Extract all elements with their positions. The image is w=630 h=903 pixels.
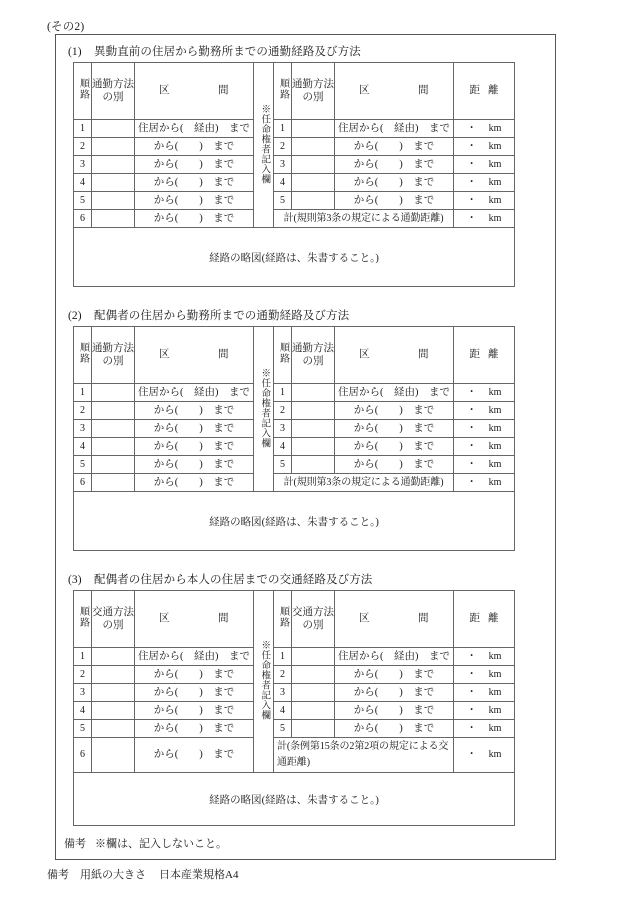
- segment-label: から( ) まで: [353, 687, 435, 698]
- header-note-column: [254, 327, 274, 492]
- row-order-left: 5: [74, 456, 92, 474]
- table-row: [74, 702, 515, 720]
- row-order-right: 3: [274, 684, 292, 702]
- distance-unit: km: [488, 123, 502, 134]
- segment-label: から( ) まで: [353, 441, 435, 452]
- row-segment-left: [135, 120, 254, 138]
- row-order-left: 3: [74, 420, 92, 438]
- row-segment-left: [135, 456, 254, 474]
- header-distance-kyo: 距: [469, 349, 480, 361]
- segment-label: から( ) まで: [353, 141, 435, 152]
- distance-dot: ・: [466, 213, 477, 224]
- header-segment-left: [135, 63, 254, 120]
- row-method-right-input[interactable]: [292, 156, 335, 174]
- row-order-right: 5: [274, 720, 292, 738]
- distance-unit: km: [488, 195, 502, 206]
- header-distance-ri: 離: [488, 85, 499, 97]
- header-distance-kyo: 距: [469, 85, 480, 97]
- table-row: [74, 720, 515, 738]
- distance-unit: km: [488, 213, 502, 224]
- distance-cell: [454, 738, 515, 773]
- total-distance-label: 計(規則第3条の規定による通勤距離): [274, 474, 454, 492]
- segment-label: から( ) まで: [153, 213, 235, 224]
- table-row: [74, 738, 515, 773]
- distance-unit: km: [488, 477, 502, 488]
- table-header-row: [74, 327, 515, 384]
- row-order-right: 4: [274, 702, 292, 720]
- header-method-left: 交通方法の別: [92, 591, 135, 648]
- header-method-right: 通勤方法の別: [292, 327, 335, 384]
- segment-label: から( ) まで: [153, 441, 235, 452]
- sketch-row: [74, 773, 515, 826]
- distance-dot: ・: [466, 123, 477, 134]
- distance-dot: ・: [466, 423, 477, 434]
- segment-label: から( ) まで: [153, 195, 235, 206]
- distance-cell: [454, 192, 515, 210]
- distance-unit: km: [488, 141, 502, 152]
- distance-cell: [454, 648, 515, 666]
- header-segment-left-ku: 区: [159, 613, 170, 625]
- header-order-right: [274, 63, 292, 120]
- row-method-left-input[interactable]: [92, 474, 135, 492]
- row-segment-left: [135, 666, 254, 684]
- distance-unit: km: [488, 177, 502, 188]
- header-segment-left: [135, 591, 254, 648]
- row-order-left: 6: [74, 738, 92, 773]
- segment-label: から( ) まで: [353, 195, 435, 206]
- header-segment-left-kan: 間: [218, 349, 229, 361]
- header-distance-ri: 離: [488, 349, 499, 361]
- table-row: [74, 174, 515, 192]
- row-method-left-input[interactable]: [92, 648, 135, 666]
- header-order-right: [274, 327, 292, 384]
- header-segment-left: [135, 327, 254, 384]
- row-order-right: 2: [274, 138, 292, 156]
- note-column-text: ※任命権者記入欄: [259, 103, 270, 184]
- distance-cell: [454, 120, 515, 138]
- segment-label: から( ) まで: [153, 687, 235, 698]
- row-segment-right: [335, 702, 454, 720]
- row-method-right-input[interactable]: [292, 702, 335, 720]
- distance-unit: km: [488, 723, 502, 734]
- table-header-row: [74, 591, 515, 648]
- segment-label: から( ) まで: [153, 477, 235, 488]
- header-distance-ri: 離: [488, 613, 499, 625]
- segment-label: から( ) まで: [153, 459, 235, 470]
- header-note-column: [254, 63, 274, 228]
- row-method-left-input[interactable]: [92, 456, 135, 474]
- row-method-left-input[interactable]: [92, 402, 135, 420]
- row-order-right: 5: [274, 192, 292, 210]
- row-segment-left: [135, 438, 254, 456]
- distance-cell: [454, 720, 515, 738]
- section-title-text: 配偶者の住居から本人の住居までの交通経路及び方法: [94, 574, 373, 586]
- remark-outer-label: 備考: [47, 869, 69, 881]
- header-segment-left-kan: 間: [218, 85, 229, 97]
- distance-cell: [454, 684, 515, 702]
- row-segment-left: [135, 192, 254, 210]
- table-row: [74, 456, 515, 474]
- row-method-left-input[interactable]: [92, 192, 135, 210]
- segment-label: から( ) まで: [153, 749, 235, 760]
- header-segment-left-ku: 区: [159, 349, 170, 361]
- note-column-text: ※任命権者記入欄: [259, 640, 270, 720]
- distance-cell: [454, 474, 515, 492]
- distance-unit: km: [488, 687, 502, 698]
- row-method-left-input[interactable]: [92, 120, 135, 138]
- table-row: [74, 684, 515, 702]
- row-order-right: 1: [274, 648, 292, 666]
- table-row: [74, 120, 515, 138]
- table-row: [74, 192, 515, 210]
- distance-dot: ・: [466, 477, 477, 488]
- row-segment-right: [335, 192, 454, 210]
- route-sketch-label: 経路の略図(経路は、朱書すること。): [209, 516, 379, 528]
- table-row: [74, 438, 515, 456]
- segment-label: から( ) まで: [353, 177, 435, 188]
- row-segment-left: [135, 684, 254, 702]
- row-segment-right: [335, 456, 454, 474]
- header-distance: [454, 63, 515, 120]
- table-row: [74, 474, 515, 492]
- segment-first-label: 住居から( 経由) まで: [138, 123, 250, 134]
- segment-first-label: 住居から( 経由) まで: [338, 387, 450, 398]
- sheet-label: (その2): [47, 21, 85, 33]
- row-method-left-input[interactable]: [92, 174, 135, 192]
- distance-dot: ・: [466, 669, 477, 680]
- row-method-right-input[interactable]: [292, 120, 335, 138]
- segment-label: から( ) まで: [153, 723, 235, 734]
- header-order-left-text: 順路: [77, 77, 89, 100]
- remark-inner: [64, 835, 227, 851]
- segment-label: から( ) まで: [353, 723, 435, 734]
- header-order-right-text: 順路: [277, 605, 289, 628]
- distance-cell: [454, 402, 515, 420]
- distance-cell: [454, 210, 515, 228]
- row-segment-right: [335, 684, 454, 702]
- row-segment-right: [335, 384, 454, 402]
- header-order-right-text: 順路: [277, 77, 289, 100]
- segment-label: から( ) まで: [353, 705, 435, 716]
- remark-inner-label: 備考: [64, 838, 86, 850]
- distance-unit: km: [488, 705, 502, 716]
- distance-dot: ・: [466, 705, 477, 716]
- row-segment-left: [135, 138, 254, 156]
- segment-label: から( ) まで: [353, 669, 435, 680]
- row-segment-right: [335, 720, 454, 738]
- section-2: [56, 307, 555, 551]
- header-segment-right-kan: 間: [418, 349, 429, 361]
- distance-unit: km: [488, 423, 502, 434]
- table-row: [74, 402, 515, 420]
- segment-label: から( ) まで: [153, 177, 235, 188]
- row-method-right-input[interactable]: [292, 192, 335, 210]
- table-row: [74, 210, 515, 228]
- section-title: [56, 307, 555, 323]
- sketch-row: [74, 492, 515, 551]
- row-method-right-input[interactable]: [292, 684, 335, 702]
- route-sketch-area[interactable]: [74, 492, 515, 551]
- table-row: [74, 138, 515, 156]
- distance-unit: km: [488, 387, 502, 398]
- header-distance: [454, 591, 515, 648]
- total-distance-label: 計(規則第3条の規定による通勤距離): [274, 210, 454, 228]
- row-order-right: 1: [274, 120, 292, 138]
- distance-cell: [454, 138, 515, 156]
- segment-label: から( ) まで: [353, 159, 435, 170]
- header-order-right: [274, 591, 292, 648]
- section-number: (3): [68, 574, 82, 586]
- total-distance-label: 計(条例第15条の2第2項の規定による交通距離): [274, 738, 454, 773]
- header-method-right: 交通方法の別: [292, 591, 335, 648]
- row-order-left: 4: [74, 702, 92, 720]
- row-method-left-input[interactable]: [92, 738, 135, 773]
- row-order-left: 6: [74, 210, 92, 228]
- row-segment-right: [335, 174, 454, 192]
- header-order-left-text: 順路: [77, 341, 89, 364]
- distance-dot: ・: [466, 459, 477, 470]
- route-sketch-label: 経路の略図(経路は、朱書すること。): [209, 794, 379, 806]
- distance-dot: ・: [466, 651, 477, 662]
- row-method-left-input[interactable]: [92, 684, 135, 702]
- section-1: [56, 43, 555, 287]
- row-method-left-input[interactable]: [92, 156, 135, 174]
- row-order-left: 2: [74, 666, 92, 684]
- segment-label: から( ) まで: [153, 669, 235, 680]
- row-order-left: 2: [74, 402, 92, 420]
- segment-label: から( ) まで: [153, 141, 235, 152]
- header-order-left: [74, 63, 92, 120]
- distance-dot: ・: [466, 177, 477, 188]
- distance-cell: [454, 420, 515, 438]
- remark-outer-middle: 用紙の大きさ: [80, 869, 146, 881]
- distance-cell: [454, 666, 515, 684]
- header-segment-right-ku: 区: [359, 349, 370, 361]
- form-outer-border: [55, 34, 556, 860]
- header-segment-right: [335, 327, 454, 384]
- segment-first-label: 住居から( 経由) まで: [138, 651, 250, 662]
- row-method-right-input[interactable]: [292, 648, 335, 666]
- row-method-left-input[interactable]: [92, 702, 135, 720]
- row-order-left: 3: [74, 156, 92, 174]
- segment-label: から( ) まで: [153, 405, 235, 416]
- distance-dot: ・: [466, 405, 477, 416]
- distance-cell: [454, 174, 515, 192]
- row-order-right: 1: [274, 384, 292, 402]
- distance-dot: ・: [466, 441, 477, 452]
- row-method-left-input[interactable]: [92, 720, 135, 738]
- table-row: [74, 648, 515, 666]
- row-segment-right: [335, 138, 454, 156]
- distance-cell: [454, 438, 515, 456]
- header-segment-right-ku: 区: [359, 613, 370, 625]
- table-row: [74, 666, 515, 684]
- row-order-left: 6: [74, 474, 92, 492]
- note-column-text: ※任命権者記入欄: [259, 367, 270, 448]
- header-segment-right-kan: 間: [418, 85, 429, 97]
- row-method-right-input[interactable]: [292, 438, 335, 456]
- row-method-right-input[interactable]: [292, 720, 335, 738]
- remark-outer: [47, 866, 238, 882]
- header-order-right-text: 順路: [277, 341, 289, 364]
- row-order-left: 4: [74, 438, 92, 456]
- row-order-right: 3: [274, 156, 292, 174]
- distance-unit: km: [488, 441, 502, 452]
- distance-dot: ・: [466, 749, 477, 760]
- row-segment-right: [335, 156, 454, 174]
- row-segment-left: [135, 474, 254, 492]
- segment-label: から( ) まで: [353, 405, 435, 416]
- segment-first-label: 住居から( 経由) まで: [138, 387, 250, 398]
- distance-unit: km: [488, 159, 502, 170]
- route-sketch-area[interactable]: [74, 228, 515, 287]
- route-table: [73, 326, 515, 551]
- header-order-left: [74, 591, 92, 648]
- row-order-right: 5: [274, 456, 292, 474]
- table-row: [74, 384, 515, 402]
- row-method-left-input[interactable]: [92, 384, 135, 402]
- row-order-left: 3: [74, 684, 92, 702]
- row-order-left: 1: [74, 648, 92, 666]
- header-segment-right-ku: 区: [359, 85, 370, 97]
- distance-dot: ・: [466, 723, 477, 734]
- row-method-right-input[interactable]: [292, 402, 335, 420]
- row-order-right: 4: [274, 174, 292, 192]
- header-method-left: 通勤方法の別: [92, 327, 135, 384]
- row-method-left-input[interactable]: [92, 210, 135, 228]
- header-segment-left-kan: 間: [218, 613, 229, 625]
- distance-cell: [454, 156, 515, 174]
- row-segment-left: [135, 720, 254, 738]
- route-table: [73, 590, 515, 826]
- distance-unit: km: [488, 749, 502, 760]
- row-order-left: 4: [74, 174, 92, 192]
- header-method-right: 通勤方法の別: [292, 63, 335, 120]
- row-method-right-input[interactable]: [292, 666, 335, 684]
- header-order-left-text: 順路: [77, 605, 89, 628]
- row-segment-right: [335, 438, 454, 456]
- row-segment-left: [135, 738, 254, 773]
- distance-unit: km: [488, 405, 502, 416]
- section-title: [56, 571, 555, 587]
- distance-dot: ・: [466, 159, 477, 170]
- segment-label: から( ) まで: [353, 459, 435, 470]
- row-method-left-input[interactable]: [92, 666, 135, 684]
- distance-unit: km: [488, 669, 502, 680]
- row-segment-left: [135, 402, 254, 420]
- remark-inner-text: ※欄は、記入しないこと。: [95, 838, 227, 850]
- row-method-right-input[interactable]: [292, 420, 335, 438]
- row-method-left-input[interactable]: [92, 438, 135, 456]
- row-method-right-input[interactable]: [292, 384, 335, 402]
- row-segment-right: [335, 648, 454, 666]
- row-segment-left: [135, 156, 254, 174]
- row-segment-left: [135, 384, 254, 402]
- segment-label: から( ) まで: [153, 705, 235, 716]
- header-note-column: [254, 591, 274, 773]
- row-order-left: 2: [74, 138, 92, 156]
- distance-cell: [454, 456, 515, 474]
- section-title-text: 配偶者の住居から勤務所までの通勤経路及び方法: [94, 310, 350, 322]
- header-order-left: [74, 327, 92, 384]
- segment-first-label: 住居から( 経由) まで: [338, 123, 450, 134]
- row-segment-right: [335, 666, 454, 684]
- distance-unit: km: [488, 459, 502, 470]
- distance-dot: ・: [466, 387, 477, 398]
- row-segment-right: [335, 420, 454, 438]
- row-segment-left: [135, 702, 254, 720]
- segment-label: から( ) まで: [353, 423, 435, 434]
- sketch-row: [74, 228, 515, 287]
- header-method-left: 通勤方法の別: [92, 63, 135, 120]
- row-segment-right: [335, 402, 454, 420]
- segment-label: から( ) まで: [153, 159, 235, 170]
- row-method-left-input[interactable]: [92, 420, 135, 438]
- table-row: [74, 156, 515, 174]
- section-number: (1): [68, 46, 82, 58]
- section-number: (2): [68, 310, 82, 322]
- header-segment-left-ku: 区: [159, 85, 170, 97]
- row-segment-left: [135, 174, 254, 192]
- row-segment-left: [135, 210, 254, 228]
- row-order-right: 2: [274, 666, 292, 684]
- route-sketch-label: 経路の略図(経路は、朱書すること。): [209, 252, 379, 264]
- row-method-left-input[interactable]: [92, 138, 135, 156]
- distance-unit: km: [488, 651, 502, 662]
- row-segment-right: [335, 120, 454, 138]
- header-segment-right: [335, 63, 454, 120]
- row-method-right-input[interactable]: [292, 138, 335, 156]
- distance-dot: ・: [466, 141, 477, 152]
- header-distance: [454, 327, 515, 384]
- segment-first-label: 住居から( 経由) まで: [338, 651, 450, 662]
- section-3: [56, 571, 555, 826]
- section-title-text: 異動直前の住居から勤務所までの通勤経路及び方法: [94, 46, 361, 58]
- row-method-right-input[interactable]: [292, 456, 335, 474]
- header-segment-right-kan: 間: [418, 613, 429, 625]
- row-method-right-input[interactable]: [292, 174, 335, 192]
- route-table: [73, 62, 515, 287]
- distance-dot: ・: [466, 195, 477, 206]
- distance-cell: [454, 702, 515, 720]
- row-order-right: 2: [274, 402, 292, 420]
- route-sketch-area[interactable]: [74, 773, 515, 826]
- row-order-right: 3: [274, 420, 292, 438]
- header-segment-right: [335, 591, 454, 648]
- row-order-left: 1: [74, 384, 92, 402]
- section-title: [56, 43, 555, 59]
- row-order-right: 4: [274, 438, 292, 456]
- table-header-row: [74, 63, 515, 120]
- row-segment-left: [135, 648, 254, 666]
- remark-outer-text: 日本産業規格A4: [159, 869, 239, 881]
- distance-dot: ・: [466, 687, 477, 698]
- row-order-left: 1: [74, 120, 92, 138]
- segment-label: から( ) まで: [153, 423, 235, 434]
- table-row: [74, 420, 515, 438]
- header-distance-kyo: 距: [469, 613, 480, 625]
- distance-cell: [454, 384, 515, 402]
- row-order-left: 5: [74, 720, 92, 738]
- row-order-left: 5: [74, 192, 92, 210]
- row-segment-left: [135, 420, 254, 438]
